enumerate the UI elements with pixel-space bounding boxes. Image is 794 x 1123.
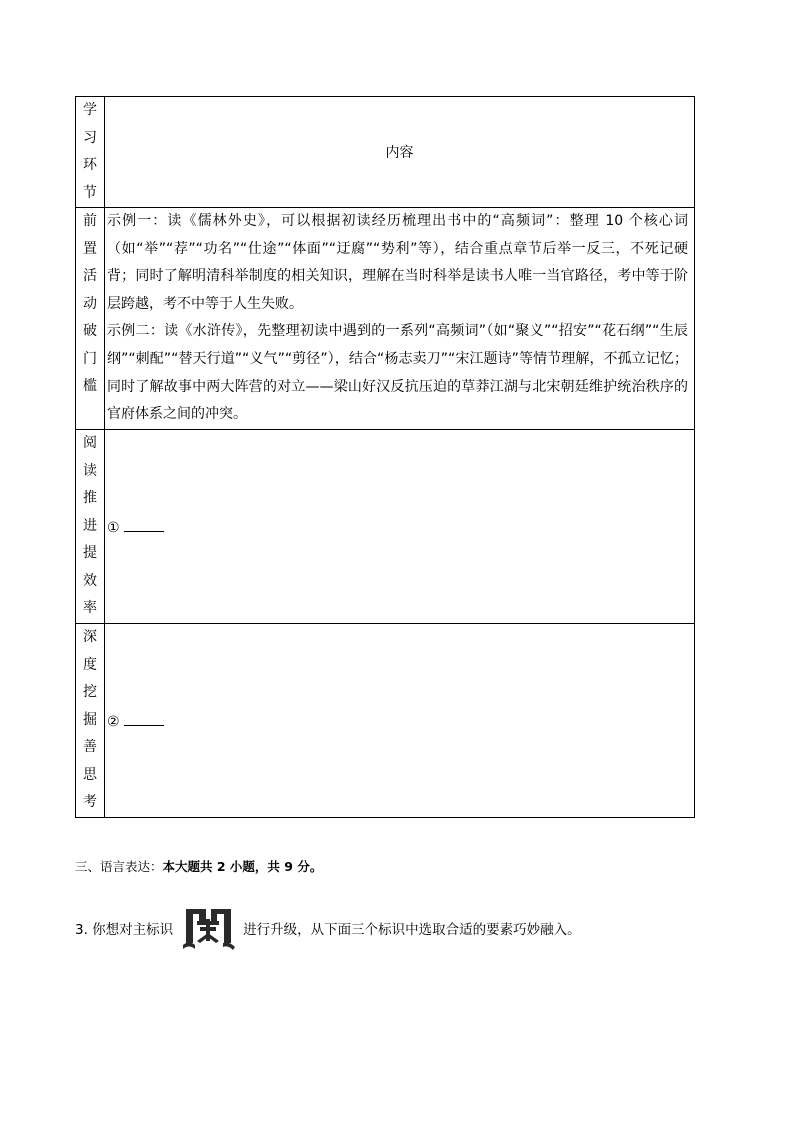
stage-char: 环 (83, 157, 97, 173)
pre-activity-content-cell (105, 208, 695, 430)
table-row-pre-activity (76, 208, 695, 430)
reading-answer-cell (105, 430, 695, 624)
section-prefix: 三、语言表达： (75, 859, 163, 874)
reading-stage-cell (76, 430, 105, 624)
stage-char: 前 (83, 213, 97, 229)
table-row-reading (76, 430, 695, 624)
example-one-text: 示例一：读《儒林外史》，可以根据初读经历梳理出书中的“高频词”：整理 10 个核心词（如“举”“荐”“功名”“仕途”“体面”“迂腐”“势利”等），结合重点章节后举一反三，不死记硬背；同时了解明清科举制度的相关知识，理解在当时科举是读书人唯一当官路径，考中等于阶层跨越，考不中等于人生失败。 (107, 213, 688, 312)
stage-char: 破 (83, 323, 97, 339)
deep-thinking-answer-cell (105, 624, 695, 818)
answer-blank-1[interactable] (124, 517, 164, 532)
pre-activity-stage-cell (76, 208, 105, 430)
stage-char: 率 (83, 600, 97, 616)
stage-char: 挖 (83, 684, 97, 700)
section-bold-text: 本大题共 2 小题，共 9 分。 (162, 859, 323, 874)
stage-char: 动 (83, 295, 97, 312)
stage-char: 节 (83, 184, 97, 201)
stage-char: 考 (83, 794, 97, 810)
stage-char: 推 (83, 490, 97, 506)
stage-char: 效 (83, 572, 97, 589)
stage-char: 进 (83, 517, 97, 534)
stage-char: 提 (83, 545, 97, 561)
answer-marker-2: ② (107, 714, 120, 730)
stage-char: 掘 (83, 711, 97, 728)
stage-char: 学 (83, 102, 97, 118)
deep-thinking-stage-cell (76, 624, 105, 818)
stage-char: 度 (83, 656, 97, 673)
answer-blank-2[interactable] (124, 711, 164, 726)
table-header-row (76, 97, 695, 208)
content-header-cell: 内容 (105, 97, 695, 208)
question-text-before: 3. 你想对主标识 (75, 922, 174, 938)
table-row-deep-thinking (76, 624, 695, 818)
question-3 (75, 905, 581, 951)
stage-char: 习 (83, 129, 97, 146)
calligraphy-logo-icon (183, 905, 235, 951)
stage-char: 善 (83, 739, 97, 755)
stage-char: 思 (83, 766, 97, 783)
answer-marker-1: ① (107, 520, 120, 536)
stage-char: 槛 (83, 378, 97, 394)
stage-char: 置 (83, 240, 97, 257)
stage-char: 深 (83, 629, 97, 645)
example-two-text: 示例二：读《水浒传》，先整理初读中遇到的一系列“高频词”（如“聚义”“招安”“花石纲”“生辰纲”“刺配”“替天行道”“义气”“剪径”），结合“杨志卖刀”“宋江题诗”等情节理解，不孤立记忆；同时了解故事中两大阵营的对立——梁山好汉反抗压迫的草莽江湖与北宋朝廷维护统治秩序的官府体系之间的冲突。 (107, 323, 688, 423)
stage-char: 活 (83, 268, 97, 284)
stage-char: 门 (83, 350, 97, 367)
stage-char: 读 (83, 462, 97, 479)
question-text-after: 进行升级，从下面三个标识中选取合适的要素巧妙融入。 (243, 922, 581, 938)
study-plan-table (75, 96, 695, 818)
stage-char: 阅 (83, 435, 97, 451)
section-heading (75, 857, 322, 875)
header-stage-cell (76, 97, 105, 208)
